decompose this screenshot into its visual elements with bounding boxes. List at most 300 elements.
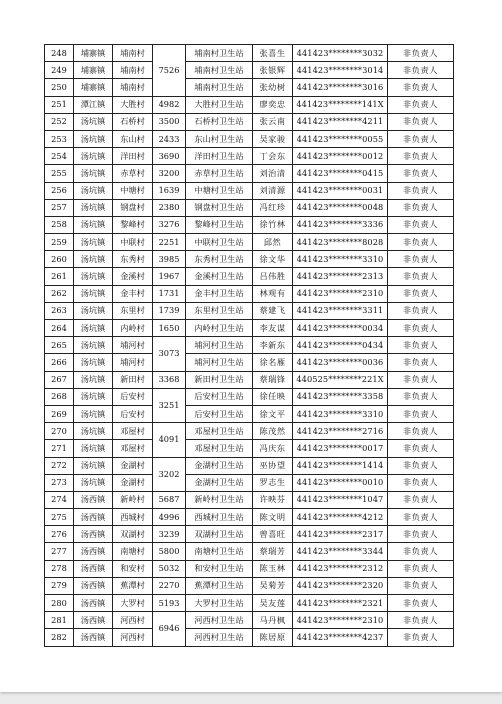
clinic-cell: 东山村卫生站 [186, 130, 253, 147]
clinic-cell: 赤草村卫生站 [186, 165, 253, 182]
village-cell: 后安村 [113, 388, 153, 405]
role-cell: 非负责人 [388, 405, 454, 422]
role-cell: 非负责人 [388, 165, 454, 182]
role-cell: 非负责人 [388, 595, 454, 612]
clinic-cell: 东里村卫生站 [186, 302, 253, 319]
id-number-cell: 441423********4212 [293, 509, 388, 526]
row-number: 253 [45, 130, 74, 147]
town-cell: 汤坑镇 [74, 337, 113, 354]
population-cell: 3200 [153, 165, 186, 182]
table-row [45, 62, 454, 79]
clinic-cell: 东秀村卫生站 [186, 251, 253, 268]
row-number: 250 [45, 79, 74, 96]
village-cell: 河西村 [113, 612, 153, 629]
town-cell: 汤坑镇 [74, 302, 113, 319]
clinic-cell: 金湖村卫生站 [186, 474, 253, 491]
id-number-cell: 441423********2321 [293, 595, 388, 612]
town-cell: 汤西镇 [74, 526, 113, 543]
role-cell: 非负责人 [388, 629, 454, 646]
population-cell: 2270 [153, 577, 186, 594]
village-cell: 东秀村 [113, 251, 153, 268]
town-cell: 汤西镇 [74, 491, 113, 508]
role-cell: 非负责人 [388, 113, 454, 130]
id-number-cell: 441423********3310 [293, 405, 388, 422]
id-number-cell: 441423********0055 [293, 130, 388, 147]
village-cell: 河西村 [113, 629, 153, 646]
role-cell: 非负责人 [388, 268, 454, 285]
table-row [45, 595, 454, 612]
role-cell: 非负责人 [388, 285, 454, 302]
population-cell: 3073 [153, 337, 186, 371]
row-number: 254 [45, 148, 74, 165]
row-number: 249 [45, 62, 74, 79]
role-cell: 非负责人 [388, 96, 454, 113]
row-number: 271 [45, 440, 74, 457]
row-number: 267 [45, 371, 74, 388]
doctor-name-cell: 冯红珍 [253, 199, 293, 216]
row-number: 251 [45, 96, 74, 113]
row-number: 262 [45, 285, 74, 302]
clinic-cell: 埔河村卫生站 [186, 337, 253, 354]
town-cell: 汤坑镇 [74, 423, 113, 440]
town-cell: 汤坑镇 [74, 130, 113, 147]
clinic-cell: 金溪村卫生站 [186, 268, 253, 285]
population-cell: 2433 [153, 130, 186, 147]
id-number-cell: 441423********141X [293, 96, 388, 113]
id-number-cell: 441423********3032 [293, 45, 388, 62]
role-cell: 非负责人 [388, 148, 454, 165]
village-cell: 黎峰村 [113, 216, 153, 233]
table-row [45, 629, 454, 646]
population-cell: 4996 [153, 509, 186, 526]
town-cell: 汤西镇 [74, 629, 113, 646]
id-number-cell: 441423********1047 [293, 491, 388, 508]
doctor-name-cell: 林观有 [253, 285, 293, 302]
village-cell: 邓屋村 [113, 423, 153, 440]
town-cell: 汤坑镇 [74, 440, 113, 457]
table-row [45, 491, 454, 508]
clinic-cell: 新岭村卫生站 [186, 491, 253, 508]
town-cell: 汤坑镇 [74, 354, 113, 371]
row-number: 275 [45, 509, 74, 526]
clinic-cell: 洋田村卫生站 [186, 148, 253, 165]
clinic-cell: 河西村卫生站 [186, 612, 253, 629]
doctor-name-cell: 蔡建飞 [253, 302, 293, 319]
town-cell: 汤坑镇 [74, 165, 113, 182]
row-number: 277 [45, 543, 74, 560]
doctor-name-cell: 曾喜旺 [253, 526, 293, 543]
role-cell: 非负责人 [388, 320, 454, 337]
population-cell: 1739 [153, 302, 186, 319]
village-cell: 后安村 [113, 405, 153, 422]
doctor-name-cell: 刘清源 [253, 182, 293, 199]
town-cell: 汤坑镇 [74, 285, 113, 302]
town-cell: 汤坑镇 [74, 251, 113, 268]
id-number-cell: 441423********2312 [293, 560, 388, 577]
table-row [45, 96, 454, 113]
table-row [45, 371, 454, 388]
id-number-cell: 441423********3336 [293, 216, 388, 233]
role-cell: 非负责人 [388, 543, 454, 560]
clinic-cell: 钢盘村卫生站 [186, 199, 253, 216]
role-cell: 非负责人 [388, 45, 454, 62]
row-number: 282 [45, 629, 74, 646]
town-cell: 埔寨镇 [74, 45, 113, 62]
id-number-cell: 441423********0048 [293, 199, 388, 216]
role-cell: 非负责人 [388, 371, 454, 388]
row-number: 265 [45, 337, 74, 354]
town-cell: 汤坑镇 [74, 268, 113, 285]
village-cell: 东山村 [113, 130, 153, 147]
doctor-name-cell: 张银辉 [253, 62, 293, 79]
table-row [45, 45, 454, 62]
village-cell: 新田村 [113, 371, 153, 388]
clinic-staff-table [44, 44, 454, 647]
village-cell: 埔河村 [113, 337, 153, 354]
row-number: 273 [45, 474, 74, 491]
village-cell: 东里村 [113, 302, 153, 319]
town-cell: 汤西镇 [74, 577, 113, 594]
population-cell: 1639 [153, 182, 186, 199]
town-cell: 潭江镇 [74, 96, 113, 113]
table-row [45, 79, 454, 96]
population-cell: 3276 [153, 216, 186, 233]
doctor-name-cell: 吴菊芳 [253, 577, 293, 594]
doctor-name-cell: 徐任映 [253, 388, 293, 405]
id-number-cell: 441423********3310 [293, 251, 388, 268]
doctor-name-cell: 徐文平 [253, 405, 293, 422]
row-number: 255 [45, 165, 74, 182]
clinic-cell: 埔河村卫生站 [186, 354, 253, 371]
village-cell: 南塘村 [113, 543, 153, 560]
clinic-cell: 中塘村卫生站 [186, 182, 253, 199]
id-number-cell: 441423********0434 [293, 337, 388, 354]
village-cell: 金丰村 [113, 285, 153, 302]
id-number-cell: 441423********3311 [293, 302, 388, 319]
village-cell: 大胜村 [113, 96, 153, 113]
doctor-name-cell: 张云南 [253, 113, 293, 130]
town-cell: 汤坑镇 [74, 182, 113, 199]
clinic-cell: 邓屋村卫生站 [186, 440, 253, 457]
doctor-name-cell: 徐文华 [253, 251, 293, 268]
role-cell: 非负责人 [388, 440, 454, 457]
town-cell: 汤西镇 [74, 543, 113, 560]
clinic-cell: 河西村卫生站 [186, 629, 253, 646]
population-cell: 1731 [153, 285, 186, 302]
table-row [45, 423, 454, 440]
town-cell: 汤坑镇 [74, 234, 113, 251]
id-number-cell: 441423********2310 [293, 612, 388, 629]
table-row [45, 354, 454, 371]
id-number-cell: 441423********2310 [293, 285, 388, 302]
id-number-cell: 441423********3358 [293, 388, 388, 405]
id-number-cell: 441423********0036 [293, 354, 388, 371]
town-cell: 埔寨镇 [74, 62, 113, 79]
doctor-name-cell: 冯庆东 [253, 440, 293, 457]
doctor-name-cell: 陈玉林 [253, 560, 293, 577]
village-cell: 和安村 [113, 560, 153, 577]
row-number: 269 [45, 405, 74, 422]
clinic-cell: 金湖村卫生站 [186, 457, 253, 474]
row-number: 279 [45, 577, 74, 594]
clinic-cell: 后安村卫生站 [186, 405, 253, 422]
table-row [45, 457, 454, 474]
doctor-name-cell: 吴友莲 [253, 595, 293, 612]
village-cell: 新岭村 [113, 491, 153, 508]
doctor-name-cell: 丁会东 [253, 148, 293, 165]
role-cell: 非负责人 [388, 560, 454, 577]
role-cell: 非负责人 [388, 474, 454, 491]
doctor-name-cell: 马丹枫 [253, 612, 293, 629]
row-number: 274 [45, 491, 74, 508]
doctor-name-cell: 张幼树 [253, 79, 293, 96]
role-cell: 非负责人 [388, 509, 454, 526]
village-cell: 中联村 [113, 234, 153, 251]
clinic-cell: 内岭村卫生站 [186, 320, 253, 337]
role-cell: 非负责人 [388, 612, 454, 629]
clinic-cell: 黎峰村卫生站 [186, 216, 253, 233]
clinic-cell: 金丰村卫生站 [186, 285, 253, 302]
village-cell: 石桥村 [113, 113, 153, 130]
role-cell: 非负责人 [388, 577, 454, 594]
town-cell: 汤坑镇 [74, 405, 113, 422]
population-cell: 4091 [153, 423, 186, 457]
doctor-name-cell: 徐竹林 [253, 216, 293, 233]
town-cell: 汤西镇 [74, 612, 113, 629]
table-row [45, 543, 454, 560]
id-number-cell: 441423********2716 [293, 423, 388, 440]
role-cell: 非负责人 [388, 388, 454, 405]
table-row [45, 165, 454, 182]
population-cell: 5193 [153, 595, 186, 612]
role-cell: 非负责人 [388, 491, 454, 508]
clinic-cell: 石桥村卫生站 [186, 113, 253, 130]
row-number: 261 [45, 268, 74, 285]
village-cell: 洋田村 [113, 148, 153, 165]
town-cell: 汤坑镇 [74, 216, 113, 233]
town-cell: 汤西镇 [74, 509, 113, 526]
village-cell: 埔南村 [113, 62, 153, 79]
role-cell: 非负责人 [388, 130, 454, 147]
population-cell: 5687 [153, 491, 186, 508]
table-row [45, 285, 454, 302]
population-cell: 1650 [153, 320, 186, 337]
table-row [45, 216, 454, 233]
role-cell: 非负责人 [388, 199, 454, 216]
clinic-cell: 西城村卫生站 [186, 509, 253, 526]
id-number-cell: 441423********3016 [293, 79, 388, 96]
doctor-name-cell: 张喜生 [253, 45, 293, 62]
table-body [45, 45, 454, 647]
clinic-cell: 中联村卫生站 [186, 234, 253, 251]
village-cell: 埔河村 [113, 354, 153, 371]
town-cell: 汤坑镇 [74, 371, 113, 388]
clinic-cell: 新田村卫生站 [186, 371, 253, 388]
doctor-name-cell: 蔡瑞芳 [253, 543, 293, 560]
clinic-cell: 大胜村卫生站 [186, 96, 253, 113]
population-cell: 3368 [153, 371, 186, 388]
table-row [45, 148, 454, 165]
doctor-name-cell: 陈文明 [253, 509, 293, 526]
population-cell: 3690 [153, 148, 186, 165]
village-cell: 埔南村 [113, 79, 153, 96]
doctor-name-cell: 徐名雁 [253, 354, 293, 371]
doctor-name-cell: 巫协望 [253, 457, 293, 474]
town-cell: 汤坑镇 [74, 388, 113, 405]
table-row [45, 388, 454, 405]
village-cell: 内岭村 [113, 320, 153, 337]
population-cell: 7526 [153, 45, 186, 97]
doctor-name-cell: 陈茂然 [253, 423, 293, 440]
doctor-name-cell: 李新东 [253, 337, 293, 354]
population-cell: 4982 [153, 96, 186, 113]
id-number-cell: 441423********0031 [293, 182, 388, 199]
doctor-name-cell: 刘治清 [253, 165, 293, 182]
row-number: 252 [45, 113, 74, 130]
row-number: 260 [45, 251, 74, 268]
row-number: 270 [45, 423, 74, 440]
town-cell: 汤西镇 [74, 595, 113, 612]
clinic-cell: 邓屋村卫生站 [186, 423, 253, 440]
row-number: 276 [45, 526, 74, 543]
table-row [45, 526, 454, 543]
role-cell: 非负责人 [388, 526, 454, 543]
id-number-cell: 441423********0017 [293, 440, 388, 457]
role-cell: 非负责人 [388, 216, 454, 233]
table-row [45, 320, 454, 337]
clinic-cell: 南塘村卫生站 [186, 543, 253, 560]
role-cell: 非负责人 [388, 62, 454, 79]
role-cell: 非负责人 [388, 79, 454, 96]
table-row [45, 612, 454, 629]
role-cell: 非负责人 [388, 354, 454, 371]
role-cell: 非负责人 [388, 337, 454, 354]
table-row [45, 234, 454, 251]
doctor-name-cell: 陈居原 [253, 629, 293, 646]
population-cell: 2251 [153, 234, 186, 251]
population-cell: 5800 [153, 543, 186, 560]
population-cell: 2380 [153, 199, 186, 216]
id-number-cell: 441423********2313 [293, 268, 388, 285]
row-number: 268 [45, 388, 74, 405]
clinic-cell: 埔南村卫生站 [186, 79, 253, 96]
id-number-cell: 441423********8028 [293, 234, 388, 251]
town-cell: 汤坑镇 [74, 474, 113, 491]
row-number: 281 [45, 612, 74, 629]
table-row [45, 302, 454, 319]
role-cell: 非负责人 [388, 423, 454, 440]
village-cell: 邓屋村 [113, 440, 153, 457]
village-cell: 中塘村 [113, 182, 153, 199]
doctor-name-cell: 吕伟胜 [253, 268, 293, 285]
village-cell: 金湖村 [113, 474, 153, 491]
clinic-cell: 大罗村卫生站 [186, 595, 253, 612]
row-number: 256 [45, 182, 74, 199]
id-number-cell: 441423********0012 [293, 148, 388, 165]
doctor-name-cell: 廖奕忠 [253, 96, 293, 113]
table-row [45, 440, 454, 457]
village-cell: 蕉潭村 [113, 577, 153, 594]
id-number-cell: 441423********0415 [293, 165, 388, 182]
table-row [45, 130, 454, 147]
id-number-cell: 441423********1414 [293, 457, 388, 474]
village-cell: 赤草村 [113, 165, 153, 182]
row-number: 259 [45, 234, 74, 251]
population-cell: 6946 [153, 612, 186, 646]
village-cell: 西城村 [113, 509, 153, 526]
town-cell: 汤坑镇 [74, 320, 113, 337]
clinic-cell: 蕉潭村卫生站 [186, 577, 253, 594]
town-cell: 汤坑镇 [74, 457, 113, 474]
population-cell: 3202 [153, 457, 186, 491]
id-number-cell: 441423********4237 [293, 629, 388, 646]
doctor-name-cell: 罗志生 [253, 474, 293, 491]
population-cell: 3251 [153, 388, 186, 422]
table-row [45, 509, 454, 526]
table-row [45, 199, 454, 216]
role-cell: 非负责人 [388, 234, 454, 251]
role-cell: 非负责人 [388, 302, 454, 319]
doctor-name-cell: 邱然 [253, 234, 293, 251]
clinic-cell: 埔南村卫生站 [186, 45, 253, 62]
village-cell: 埔南村 [113, 45, 153, 62]
row-number: 248 [45, 45, 74, 62]
village-cell: 金溪村 [113, 268, 153, 285]
table-row [45, 405, 454, 422]
population-cell: 3985 [153, 251, 186, 268]
table-row [45, 577, 454, 594]
doctor-name-cell: 李友谋 [253, 320, 293, 337]
clinic-cell: 后安村卫生站 [186, 388, 253, 405]
population-cell: 1967 [153, 268, 186, 285]
row-number: 272 [45, 457, 74, 474]
row-number: 258 [45, 216, 74, 233]
row-number: 257 [45, 199, 74, 216]
id-number-cell: 441423********2320 [293, 577, 388, 594]
doctor-name-cell: 许映芬 [253, 491, 293, 508]
id-number-cell: 441423********2317 [293, 526, 388, 543]
town-cell: 汤坑镇 [74, 148, 113, 165]
clinic-cell: 和安村卫生站 [186, 560, 253, 577]
village-cell: 双湖村 [113, 526, 153, 543]
id-number-cell: 441423********0034 [293, 320, 388, 337]
town-cell: 埔寨镇 [74, 79, 113, 96]
doctor-name-cell: 蔡瑞锋 [253, 371, 293, 388]
table-row [45, 268, 454, 285]
table-row [45, 113, 454, 130]
row-number: 280 [45, 595, 74, 612]
id-number-cell: 441423********3014 [293, 62, 388, 79]
row-number: 278 [45, 560, 74, 577]
village-cell: 金湖村 [113, 457, 153, 474]
id-number-cell: 441423********3344 [293, 543, 388, 560]
table-row [45, 251, 454, 268]
row-number: 266 [45, 354, 74, 371]
table-row [45, 560, 454, 577]
id-number-cell: 441423********0010 [293, 474, 388, 491]
role-cell: 非负责人 [388, 457, 454, 474]
town-cell: 汤西镇 [74, 560, 113, 577]
role-cell: 非负责人 [388, 182, 454, 199]
town-cell: 汤坑镇 [74, 199, 113, 216]
population-cell: 3239 [153, 526, 186, 543]
town-cell: 汤坑镇 [74, 113, 113, 130]
id-number-cell: 440525********221X [293, 371, 388, 388]
doctor-name-cell: 吴家骏 [253, 130, 293, 147]
table-row [45, 474, 454, 491]
village-cell: 大罗村 [113, 595, 153, 612]
id-number-cell: 441423********4211 [293, 113, 388, 130]
